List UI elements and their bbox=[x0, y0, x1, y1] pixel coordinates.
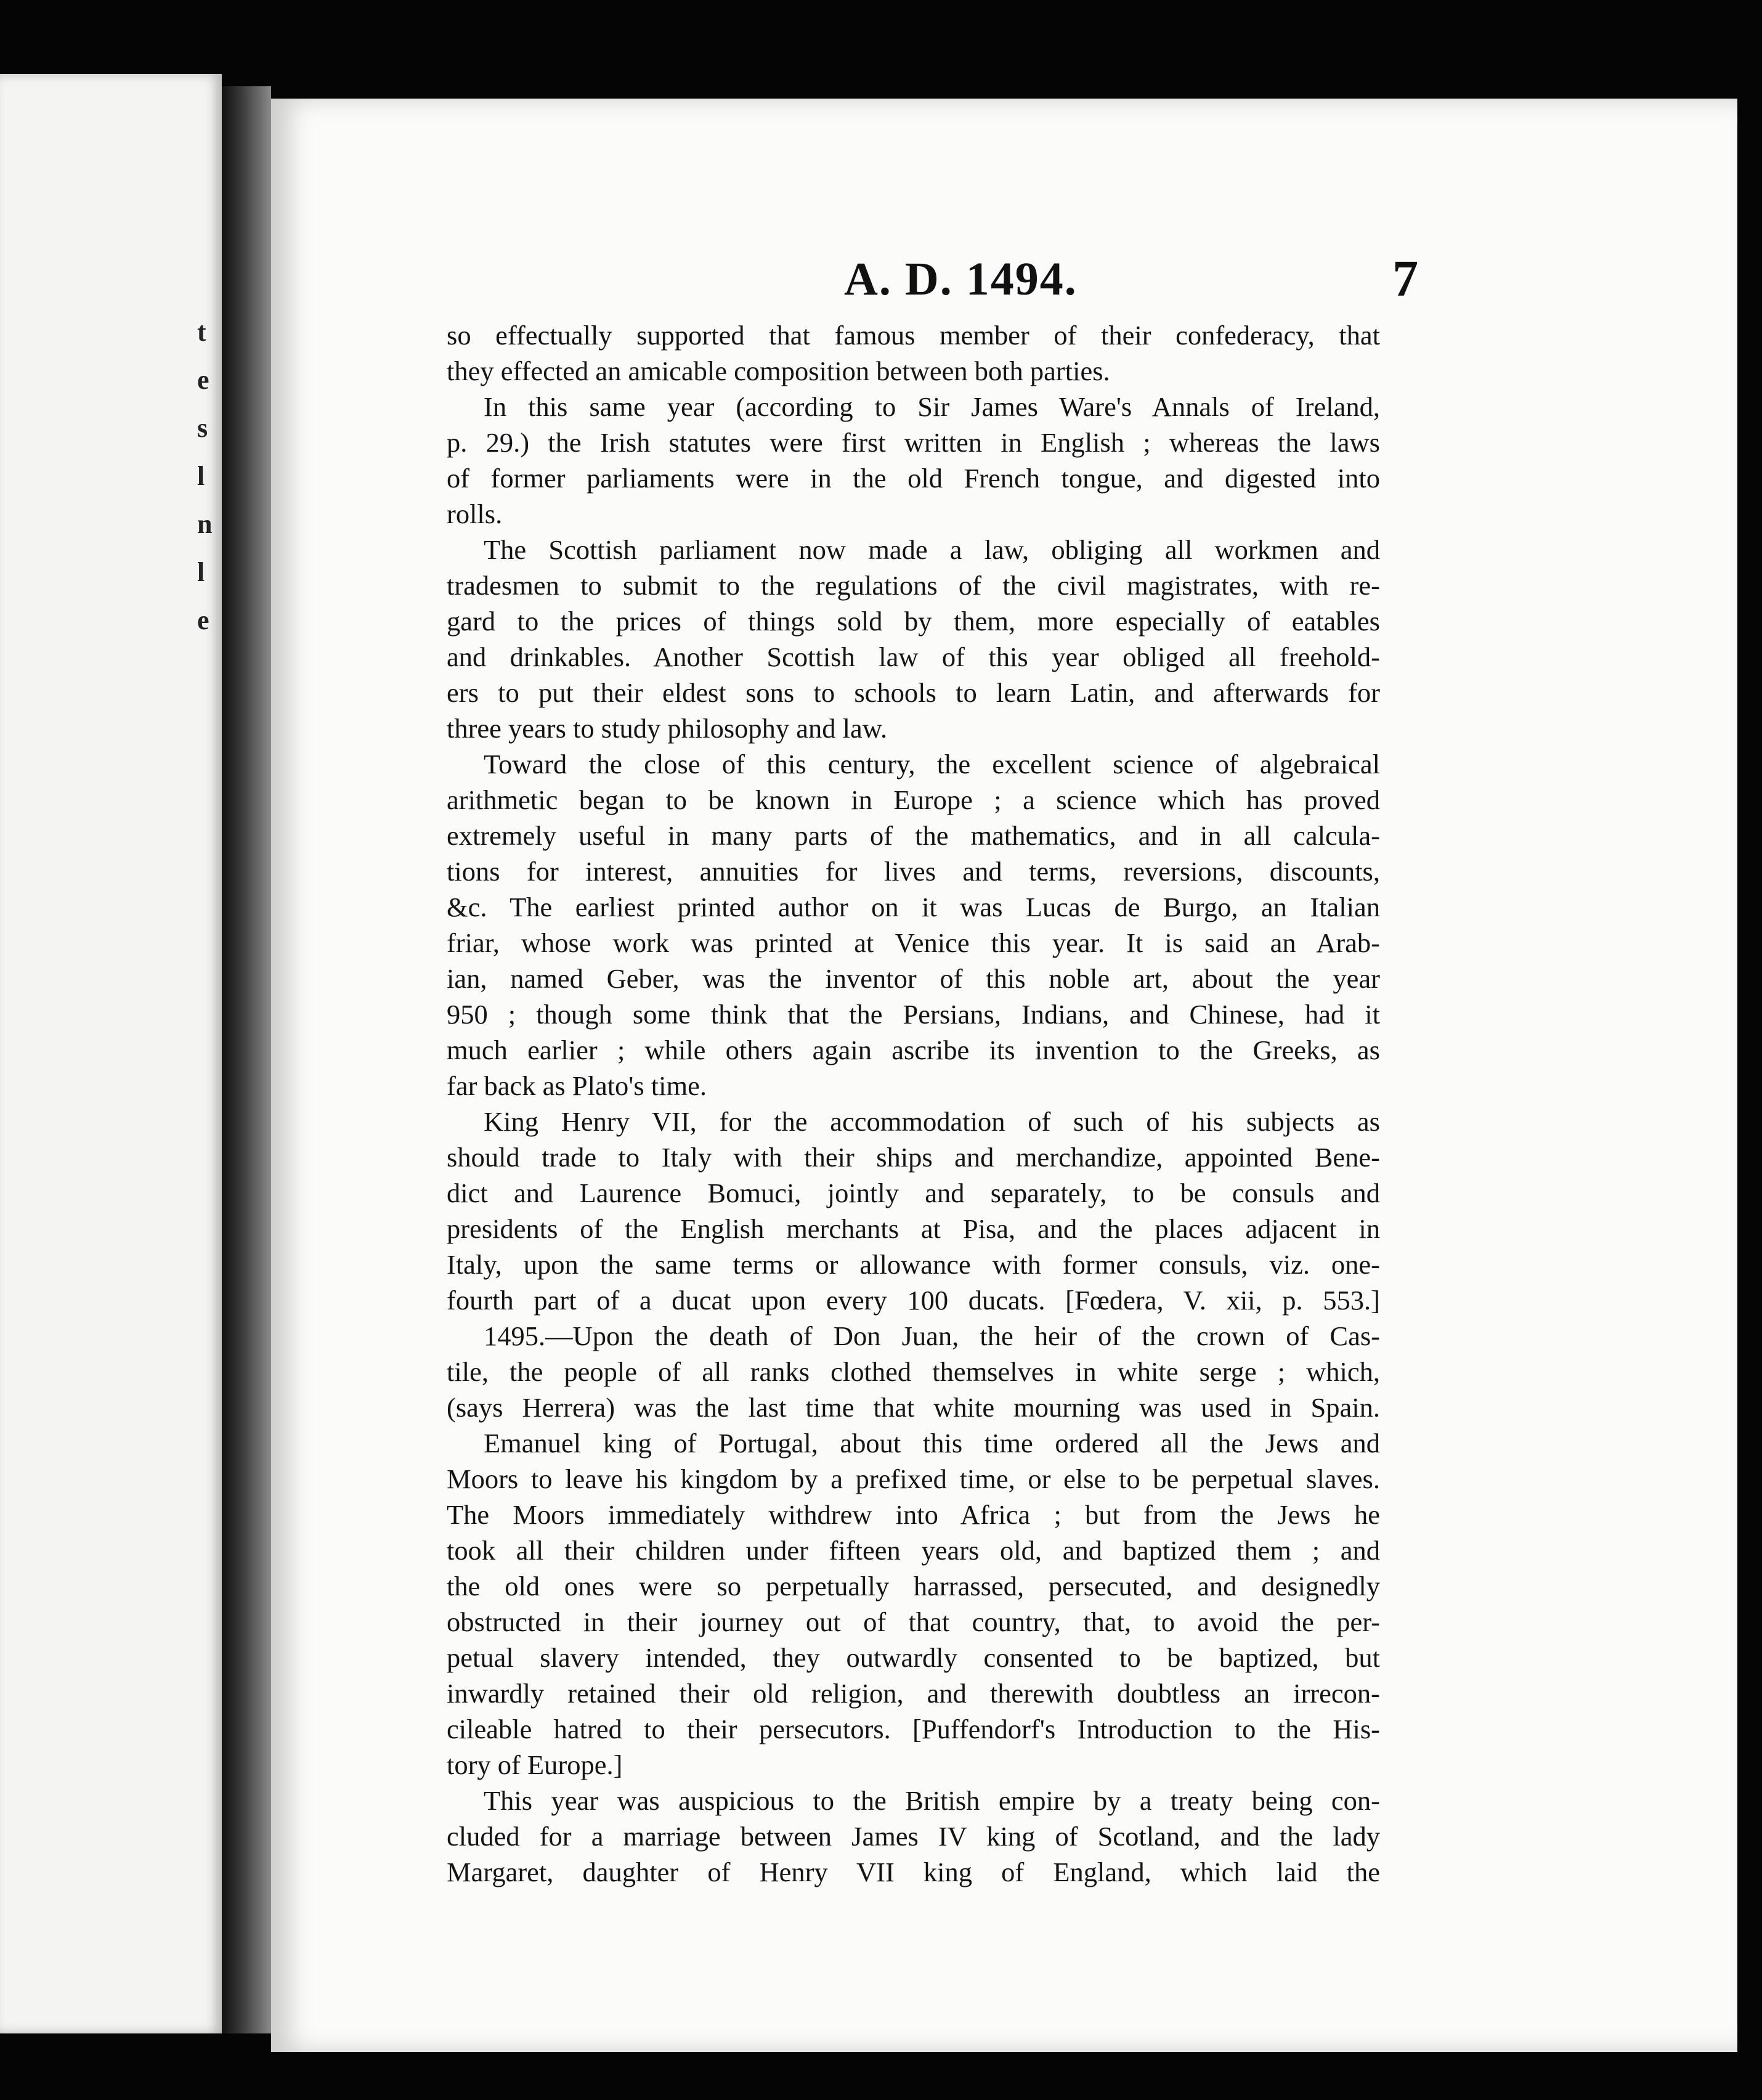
edge-fragment: t bbox=[197, 317, 206, 347]
edge-fragment: e bbox=[197, 365, 209, 395]
text-line: three years to study philosophy and law. bbox=[447, 713, 888, 744]
text-line: p. 29.) the Irish statutes were first written in English ; whereas the laws bbox=[447, 427, 1380, 458]
text-line: far back as Plato's time. bbox=[447, 1070, 707, 1101]
text-line: Moors to leave his kingdom by a prefixed time, or else to be perpetual slaves. bbox=[447, 1463, 1380, 1494]
page-header bbox=[271, 250, 1737, 320]
text-line: This year was auspicious to the British empire by a treaty being con- bbox=[484, 1785, 1380, 1816]
text-line: 950 ; though some think that the Persians, Indians, and Chinese, had it bbox=[447, 999, 1380, 1030]
text-line: Toward the close of this century, the excellent science of algebraical bbox=[484, 749, 1380, 779]
text-line: tradesmen to submit to the regulations of the civil magistrates, with re- bbox=[447, 570, 1380, 601]
text-line: they effected an amicable composition between both parties. bbox=[447, 356, 1110, 386]
edge-fragment: s bbox=[197, 413, 208, 443]
text-line: extremely useful in many parts of the mathematics, and in all calcula- bbox=[447, 820, 1380, 851]
text-line: Margaret, daughter of Henry VII king of England, which laid the bbox=[447, 1857, 1380, 1887]
text-line: tory of Europe.] bbox=[447, 1749, 623, 1780]
text-line: obstructed in their journey out of that country, that, to avoid the per- bbox=[447, 1606, 1380, 1637]
text-line: tions for interest, annuities for lives and terms, reversions, discounts, bbox=[447, 856, 1380, 887]
text-line: the old ones were so perpetually harrassed, persecuted, and designedly bbox=[447, 1571, 1380, 1601]
text-line: should trade to Italy with their ships and merchandize, appointed Bene- bbox=[447, 1142, 1380, 1173]
facing-page-edge-text bbox=[197, 308, 222, 645]
text-line: The Moors immediately withdrew into Africa ; but from the Jews he bbox=[447, 1499, 1380, 1530]
text-line: Emanuel king of Portugal, about this time ordered all the Jews and bbox=[484, 1428, 1380, 1459]
text-line: friar, whose work was printed at Venice this year. It is said an Arab- bbox=[447, 927, 1380, 958]
facing-page-left bbox=[0, 74, 222, 2033]
book-gutter bbox=[222, 86, 271, 2033]
edge-fragment: l bbox=[197, 557, 205, 587]
text-line: 1495.—Upon the death of Don Juan, the heir of the crown of Cas- bbox=[484, 1321, 1380, 1351]
text-line: cileable hatred to their persecutors. [Puffendorf's Introduction to the His- bbox=[447, 1714, 1380, 1744]
text-line: (says Herrera) was the last time that white mourning was used in Spain. bbox=[447, 1392, 1380, 1423]
book-page bbox=[271, 99, 1737, 2052]
edge-fragment: e bbox=[197, 605, 209, 635]
page-number: 7 bbox=[1392, 250, 1418, 307]
running-head: A. D. 1494. bbox=[844, 253, 1078, 305]
text-line: inwardly retained their old religion, and therewith doubtless an irrecon- bbox=[447, 1678, 1380, 1709]
text-line: and drinkables. Another Scottish law of this year obliged all freehold- bbox=[447, 641, 1380, 672]
text-line: presidents of the English merchants at Pisa, and the places adjacent in bbox=[447, 1213, 1380, 1244]
text-line: King Henry VII, for the accommodation of such of his subjects as bbox=[484, 1106, 1380, 1137]
text-line: Italy, upon the same terms or allowance with former consuls, viz. one- bbox=[447, 1249, 1380, 1280]
text-line: The Scottish parliament now made a law, obliging all workmen and bbox=[484, 534, 1380, 565]
text-line: &c. The earliest printed author on it was Lucas de Burgo, an Italian bbox=[447, 892, 1380, 922]
text-line: rolls. bbox=[447, 499, 503, 529]
body-text bbox=[447, 317, 1380, 1890]
text-line: fourth part of a ducat upon every 100 ducats. [Fœdera, V. xii, p. 553.] bbox=[447, 1285, 1380, 1316]
text-line: of former parliaments were in the old French tongue, and digested into bbox=[447, 463, 1380, 494]
text-line: cluded for a marriage between James IV king of Scotland, and the lady bbox=[447, 1821, 1380, 1852]
text-line: tile, the people of all ranks clothed themselves in white serge ; which, bbox=[447, 1356, 1380, 1387]
text-line: petual slavery intended, they outwardly consented to be baptized, but bbox=[447, 1642, 1380, 1673]
text-line: ian, named Geber, was the inventor of this noble art, about the year bbox=[447, 963, 1380, 994]
text-line: so effectually supported that famous member of their confederacy, that bbox=[447, 320, 1380, 351]
text-line: much earlier ; while others again ascribe its invention to the Greeks, as bbox=[447, 1035, 1380, 1065]
text-line: took all their children under fifteen years old, and baptized them ; and bbox=[447, 1535, 1380, 1566]
text-line: ers to put their eldest sons to schools to learn Latin, and afterwards for bbox=[447, 677, 1380, 708]
text-line: arithmetic began to be known in Europe ; a science which has proved bbox=[447, 784, 1380, 815]
text-line: In this same year (according to Sir James Ware's Annals of Ireland, bbox=[484, 391, 1380, 422]
text-line: dict and Laurence Bomuci, jointly and separately, to be consuls and bbox=[447, 1178, 1380, 1208]
text-line: gard to the prices of things sold by them, more especially of eatables bbox=[447, 606, 1380, 637]
edge-fragment: l bbox=[197, 461, 205, 491]
edge-fragment: n bbox=[197, 509, 213, 539]
